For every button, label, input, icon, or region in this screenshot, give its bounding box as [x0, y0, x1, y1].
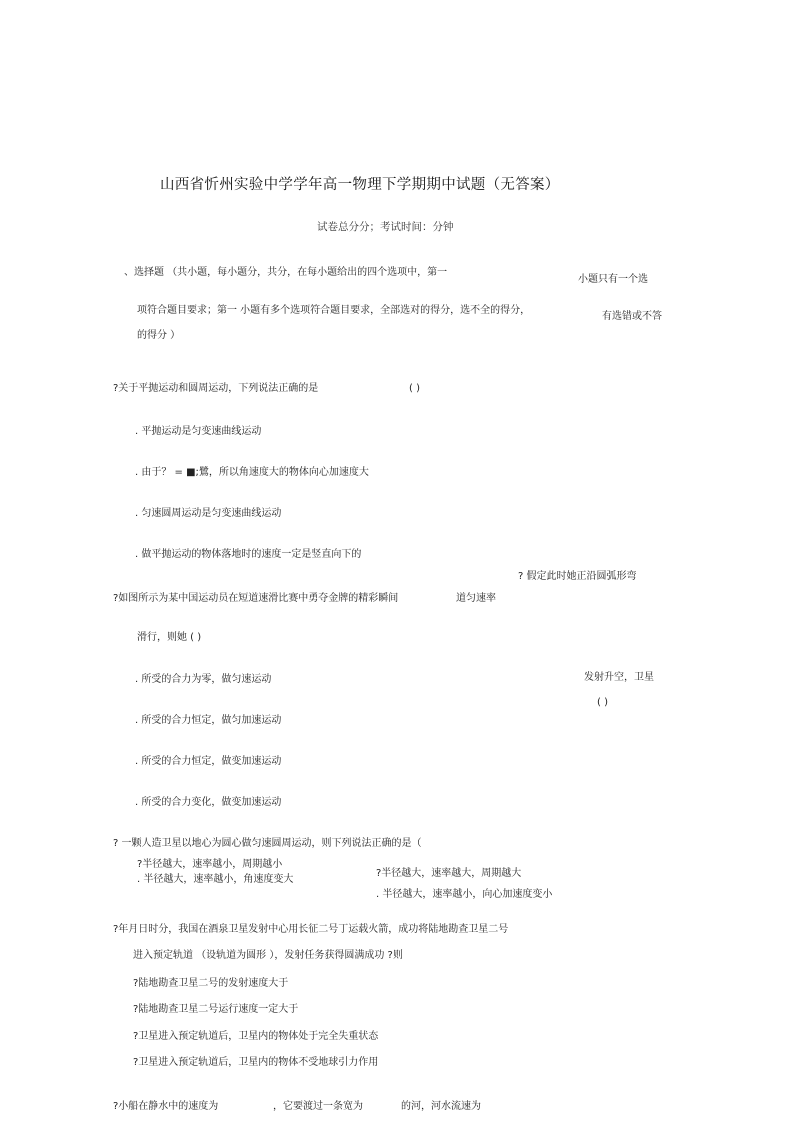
question-4-option: ?陆地勘查卫星二号的发射速度大于	[133, 978, 289, 989]
section-instructions-line1: 、选择题 （共小题，每小题分，共分，在每小题给出的四个选项中，第一	[124, 267, 448, 278]
question-4-stem-continued: 进入预定轨道 （设轨道为圆形 ），发射任务获得圆满成功 ?则	[133, 950, 403, 961]
question-5-stem-part2: ，它要渡过一条宽为	[273, 1101, 363, 1112]
section-instructions-line3: 的得分 ）	[137, 330, 181, 341]
question-4-stem: ?年月日时分，我国在酒泉卫星发射中心用长征二号丁运载火箭，成功将陆地勘查卫星二号	[113, 924, 509, 935]
question-1-stem: ?关于平抛运动和圆周运动，下列说法正确的是	[113, 383, 319, 394]
question-3-option-b: . 半径越大，速率越小，角速度变大	[137, 874, 294, 885]
question-2-option: . 所受的合力变化，做变加速运动	[135, 797, 282, 808]
question-3-option-d: . 半径越大，速率越小，向心加速度变小	[376, 889, 553, 900]
section-instructions-line2: 项符合题目要求；第一 小题有多个选项符合题目要求，全部选对的得分，选不全的得分，	[137, 305, 531, 316]
question-3-option-c: ?半径越大，速率越大，周期越大	[376, 868, 522, 879]
question-2-stem-continued: 滑行，则她 ( )	[137, 632, 202, 643]
question-2-stem: ?如图所示为某中国运动员在短道速滑比赛中勇夺金牌的精彩瞬间	[113, 593, 399, 604]
section-instructions-line1-right: 小题只有一个选	[578, 274, 648, 285]
question-2-aside-2: 发射升空，卫星	[584, 672, 654, 683]
question-4-option: ?卫星进入预定轨道后，卫星内的物体处于完全失重状态	[133, 1031, 379, 1042]
question-5-stem-part3: 的河，河水流速为	[401, 1101, 481, 1112]
question-1-option: . 由于？ = ■;鷺，所以角速度大的物体向心加速度大	[135, 467, 369, 478]
question-1-option: . 平抛运动是匀变速曲线运动	[135, 426, 262, 437]
question-2-option: . 所受的合力恒定，做变加速运动	[135, 756, 282, 767]
question-2-option: . 所受的合力为零，做匀速运动	[135, 674, 272, 685]
question-2-aside: ? 假定此时她正沿圆弧形弯	[518, 571, 637, 582]
question-2-option: . 所受的合力恒定，做匀加速运动	[135, 715, 282, 726]
question-1-option: . 匀速圆周运动是匀变速曲线运动	[135, 508, 282, 519]
question-4-option: ?陆地勘查卫星二号运行速度一定大于	[133, 1004, 299, 1015]
question-1-option: . 做平抛运动的物体落地时的速度一定是竖直向下的	[135, 549, 362, 560]
question-2-stem-right: 道匀速率	[456, 593, 496, 604]
question-2-aside-bracket: ( )	[597, 697, 608, 708]
question-4-option: ?卫星进入预定轨道后，卫星内的物体不受地球引力作用	[133, 1057, 379, 1068]
exam-info: 试卷总分分；考试时间：分钟	[317, 221, 454, 233]
page-title: 山西省忻州实验中学学年高一物理下学期期中试题（无答案）	[160, 177, 560, 193]
question-3-stem: ? 一颗人造卫星以地心为圆心做匀速圆周运动，则下列说法正确的是（	[113, 838, 422, 849]
section-instructions-line2-right: 有选错或不答	[602, 311, 662, 322]
question-3-option-a: ?半径越大，速率越小，周期越小	[137, 859, 283, 870]
question-1-bracket: ( )	[409, 383, 420, 394]
question-5-stem-part1: ?小船在静水中的速度为	[113, 1101, 219, 1112]
